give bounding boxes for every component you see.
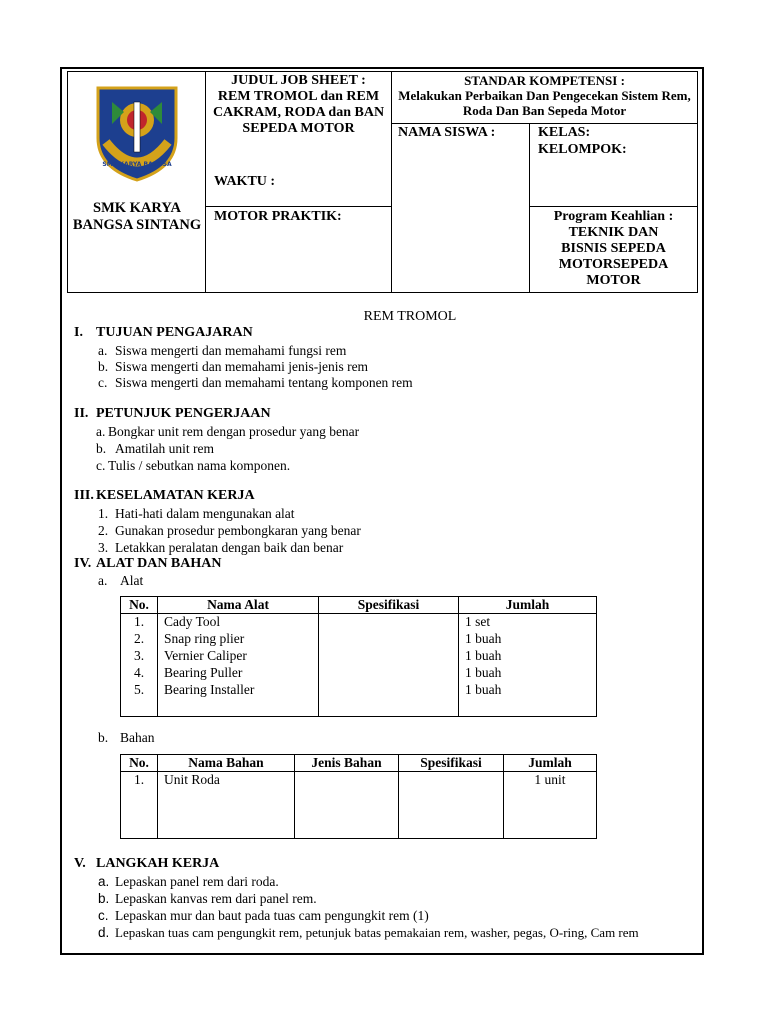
section-4-number: IV. bbox=[74, 556, 92, 571]
bahan-header-nama: Nama Bahan bbox=[158, 755, 295, 772]
alat-cell-jumlah: 1 buah bbox=[465, 682, 502, 697]
judul-cell bbox=[206, 72, 392, 207]
s1-marker-a: a. bbox=[98, 343, 108, 358]
alat-no-cell bbox=[121, 614, 158, 717]
s5-marker-c: c. bbox=[98, 908, 109, 923]
judul-value: REM TROMOL dan REM CAKRAM, RODA dan BAN SEPEDA MOTOR bbox=[212, 89, 385, 136]
section-1-title: TUJUAN PENGAJARAN bbox=[96, 325, 253, 340]
school-name: SMK KARYA BANGSA SINTANG bbox=[72, 200, 202, 233]
section-5-number: V. bbox=[74, 856, 86, 871]
table-row bbox=[121, 614, 597, 717]
bahan-header-jenis: Jenis Bahan bbox=[295, 755, 399, 772]
alat-header-nama: Nama Alat bbox=[158, 597, 319, 614]
alat-cell-jumlah: 1 set bbox=[465, 614, 491, 629]
alat-cell-no: 5. bbox=[133, 682, 145, 697]
s1-item-b: Siswa mengerti dan memahami jenis-jenis rem bbox=[115, 359, 369, 374]
bahan-header-no: No. bbox=[121, 755, 158, 772]
s5-item-d: Lepaskan tuas cam pengungkit rem, petunjuk batas pemakaian rem, washer, pegas, O-ring, Cam rem bbox=[115, 925, 639, 940]
school-cell bbox=[68, 72, 206, 293]
alat-table bbox=[120, 596, 597, 717]
alat-cell-nama: Bearing Installer bbox=[164, 682, 255, 697]
section-2-number: II. bbox=[74, 406, 89, 421]
alat-cell-jumlah: 1 buah bbox=[465, 665, 502, 680]
alat-header-no: No. bbox=[121, 597, 158, 614]
s3-item-3: Letakkan peralatan dengan baik dan benar bbox=[115, 540, 344, 555]
bahan-table bbox=[120, 754, 597, 839]
program-label: Program Keahlian : bbox=[553, 209, 674, 224]
bahan-subheading: Bahan bbox=[120, 730, 155, 745]
s1-marker-b: b. bbox=[98, 359, 109, 374]
kelas-cell bbox=[530, 124, 698, 207]
s3-marker-1: 1. bbox=[98, 506, 109, 521]
bahan-cell-no: 1. bbox=[121, 772, 158, 839]
bahan-cell-jumlah: 1 unit bbox=[504, 772, 597, 839]
sk-cell bbox=[392, 72, 698, 124]
sk-label: STANDAR KOMPETENSI : bbox=[464, 73, 625, 88]
alat-cell-nama: Vernier Caliper bbox=[164, 648, 247, 663]
s5-marker-d: d. bbox=[98, 925, 110, 940]
alat-cell-jumlah: 1 buah bbox=[465, 631, 502, 646]
alat-cell-no: 3. bbox=[133, 648, 145, 663]
s5-item-b: Lepaskan kanvas rem dari panel rem. bbox=[115, 891, 317, 906]
alat-cell-no: 2. bbox=[133, 631, 145, 646]
s2-item-c: Tulis / sebutkan nama komponen. bbox=[108, 458, 291, 473]
doc-title: REM TROMOL bbox=[363, 309, 457, 324]
alat-cell-nama: Snap ring plier bbox=[164, 631, 245, 646]
motor-cell bbox=[206, 207, 392, 293]
alat-nama-cell bbox=[158, 614, 319, 717]
bahan-header-jumlah: Jumlah bbox=[504, 755, 597, 772]
school-logo-icon bbox=[94, 82, 180, 182]
bahan-cell-nama: Unit Roda bbox=[158, 772, 295, 839]
s5-item-a: Lepaskan panel rem dari roda. bbox=[115, 874, 279, 889]
s5-marker-b: b. bbox=[98, 891, 110, 906]
logo-text: SMK KARYA BANGSA bbox=[102, 161, 172, 168]
s3-item-2: Gunakan prosedur pembongkaran yang benar bbox=[115, 523, 361, 538]
alat-cell-no: 1. bbox=[133, 614, 145, 629]
sk-value: Melakukan Perbaikan Dan Pengecekan Sistem Rem, Roda Dan Ban Sepeda Motor bbox=[398, 88, 691, 118]
motor-label: MOTOR PRAKTIK: bbox=[214, 209, 342, 224]
alat-cell-nama: Bearing Puller bbox=[164, 665, 243, 680]
alat-cell-jumlah: 1 buah bbox=[465, 648, 502, 663]
alat-spesifikasi-cell bbox=[319, 614, 459, 717]
section-4-title: ALAT DAN BAHAN bbox=[96, 556, 222, 571]
program-cell bbox=[530, 207, 698, 293]
alat-cell-no: 4. bbox=[133, 665, 145, 680]
bahan-cell-jenis bbox=[295, 772, 399, 839]
bahan-cell-spesifikasi bbox=[399, 772, 504, 839]
judul-label: JUDUL JOB SHEET : bbox=[231, 73, 366, 88]
s1-item-a: Siswa mengerti dan memahami fungsi rem bbox=[115, 343, 347, 358]
s2-marker-a: a. bbox=[96, 424, 106, 439]
s2-marker-c: c. bbox=[96, 458, 106, 473]
s2-item-a: Bongkar unit rem dengan prosedur yang benar bbox=[108, 424, 360, 439]
section-3-number: III. bbox=[74, 488, 94, 503]
s4-marker-a: a. bbox=[98, 573, 108, 588]
bahan-header-spesifikasi: Spesifikasi bbox=[399, 755, 504, 772]
s5-item-c: Lepaskan mur dan baut pada tuas cam pengungkit rem (1) bbox=[115, 908, 429, 923]
s2-item-b: Amatilah unit rem bbox=[115, 441, 214, 456]
table-row bbox=[121, 772, 597, 839]
s1-marker-c: c. bbox=[98, 375, 108, 390]
s2-marker-b: b. bbox=[96, 441, 107, 456]
kelas-label: KELAS: bbox=[538, 125, 591, 140]
s3-marker-3: 3. bbox=[98, 540, 109, 555]
section-3-title: KESELAMATAN KERJA bbox=[96, 488, 255, 503]
header-table bbox=[67, 71, 698, 293]
program-value: TEKNIK DAN BISNIS SEPEDA MOTORSEPEDA MOTOR bbox=[558, 225, 669, 288]
s5-marker-a: a. bbox=[98, 874, 110, 889]
s1-item-c: Siswa mengerti dan memahami tentang komponen rem bbox=[115, 375, 413, 390]
section-2-title: PETUNJUK PENGERJAAN bbox=[96, 406, 271, 421]
alat-subheading: Alat bbox=[120, 573, 144, 588]
alat-jumlah-cell bbox=[459, 614, 597, 717]
s3-item-1: Hati-hati dalam mengunakan alat bbox=[115, 506, 295, 521]
section-1-number: I. bbox=[74, 325, 83, 340]
waktu-label: WAKTU : bbox=[214, 174, 276, 189]
alat-header-jumlah: Jumlah bbox=[459, 597, 597, 614]
s4-marker-b: b. bbox=[98, 730, 109, 745]
alat-header-spesifikasi: Spesifikasi bbox=[319, 597, 459, 614]
s3-marker-2: 2. bbox=[98, 523, 109, 538]
kelompok-label: KELOMPOK: bbox=[538, 142, 627, 157]
nama-siswa-label: NAMA SISWA : bbox=[398, 125, 496, 140]
alat-cell-nama: Cady Tool bbox=[164, 614, 221, 629]
section-5-title: LANGKAH KERJA bbox=[96, 856, 220, 871]
nama-siswa-cell bbox=[392, 124, 530, 293]
